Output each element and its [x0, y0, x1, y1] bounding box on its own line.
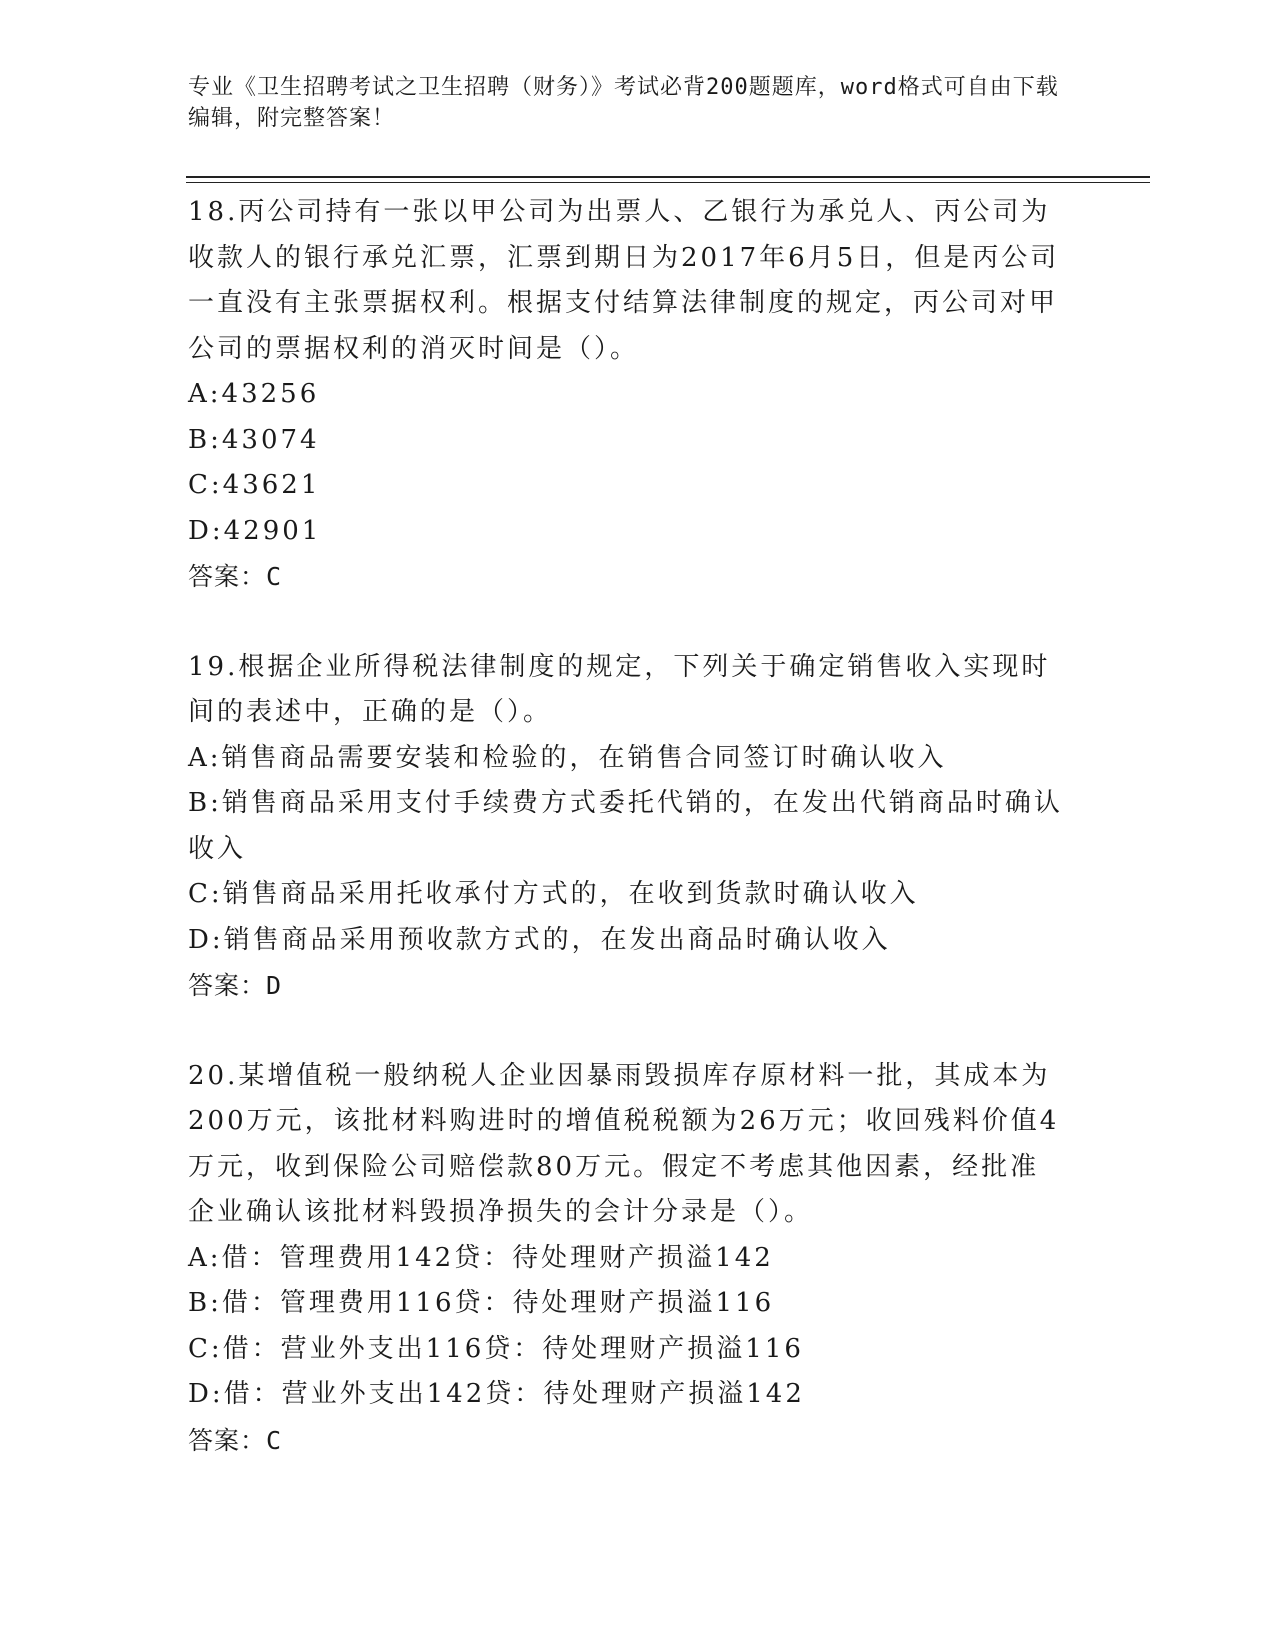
question-18 [188, 190, 1068, 600]
option-c: C:43621 [188, 470, 321, 500]
option-c: C:借：营业外支出116贷：待处理财产损溢116 [188, 1333, 804, 1364]
question-text: 18.丙公司持有一张以甲公司为出票人、乙银行为承兑人、丙公司为收款人的银行承兑汇票，汇票到期日为2017年6月5日，但是丙公司一直没有主张票据权利。根据支付结算法律制度的规定，丙公司对甲公司的票据权利的消灭时间是（）。 [188, 197, 1060, 364]
option-a: A:销售商品需要安装和检验的，在销售合同签订时确认收入 [188, 742, 947, 773]
option-a: A:借：管理费用142贷：待处理财产损溢142 [188, 1242, 774, 1273]
option-d: D:借：营业外支出142贷：待处理财产损溢142 [188, 1379, 805, 1409]
question-list [188, 190, 1068, 1508]
question-text: 19.根据企业所得税法律制度的规定，下列关于确定销售收入实现时间的表述中，正确的是（）。 [188, 651, 1051, 727]
question-19 [188, 645, 1068, 1009]
document-header [188, 72, 1068, 134]
option-b: B:借：管理费用116贷：待处理财产损溢116 [188, 1288, 775, 1318]
answer-label: 答案：C [188, 1425, 283, 1455]
answer-label: 答案：C [188, 562, 283, 591]
option-c: C:销售商品采用托收承付方式的，在收到货款时确认收入 [188, 879, 919, 909]
option-b: B:43074 [188, 424, 320, 455]
question-20 [188, 1054, 1068, 1464]
header-text: 专业《卫生招聘考试之卫生招聘（财务）》考试必背200题题库，word格式可自由下载编辑，附完整答案！ [188, 75, 1059, 131]
option-d: D:销售商品采用预收款方式的，在发出商品时确认收入 [188, 924, 891, 955]
option-d: D:42901 [188, 515, 322, 546]
option-b: B:销售商品采用支付手续费方式委托代销的，在发出代销商品时确认收入 [188, 788, 1063, 864]
header-rule-thick [186, 176, 1150, 178]
question-text: 20.某增值税一般纳税人企业因暴雨毁损库存原材料一批，其成本为200万元，该批材料购进时的增值税税额为26万元；收回残料价值4万元，收到保险公司赔偿款80万元。假定不考虑其他因素，经批准企业确认该批材料毁损净损失的会计分录是（）。 [188, 1060, 1060, 1227]
header-rule-thin [186, 182, 1150, 183]
option-a: A:43256 [188, 379, 320, 409]
answer-label: 答案：D [188, 971, 283, 1000]
